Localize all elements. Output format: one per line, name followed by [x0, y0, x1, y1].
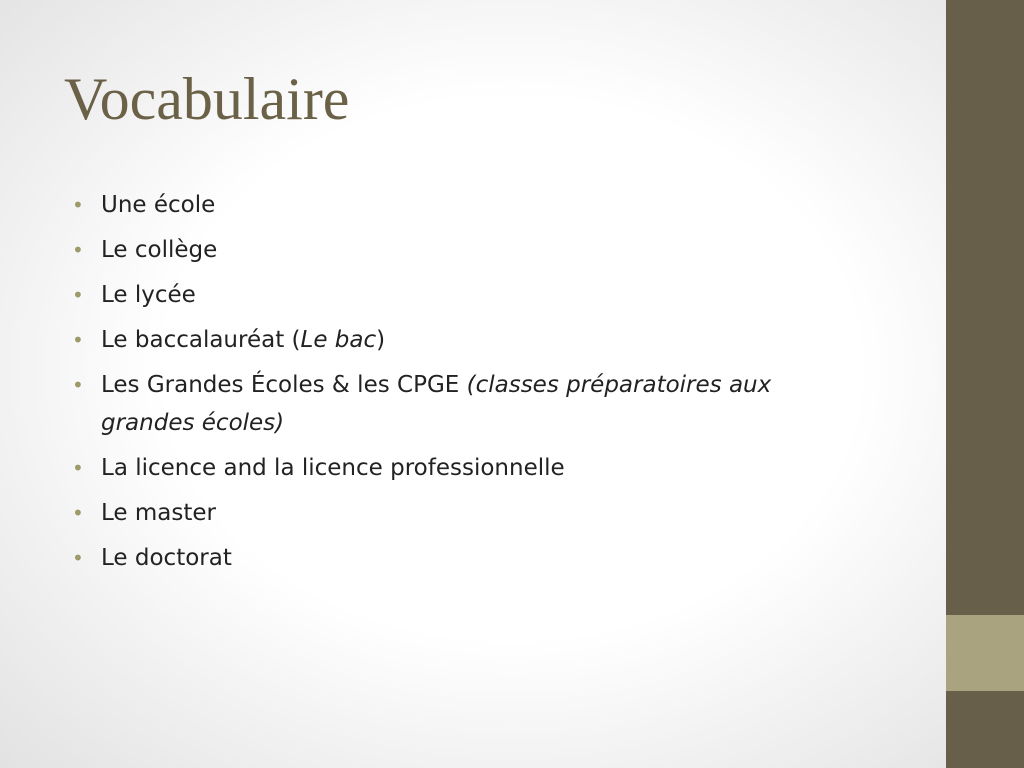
bullet-item	[72, 366, 842, 442]
bullet-item	[72, 494, 842, 532]
bullet-text: Le master	[101, 500, 216, 526]
bullet-item	[72, 186, 842, 224]
bullet-marker-icon: •	[72, 546, 84, 570]
bullet-text: Une école	[101, 192, 216, 218]
bullet-text: La licence and la licence professionnelle	[101, 455, 565, 481]
decorative-sidebar	[946, 0, 1024, 768]
bullet-text: Le collège	[101, 237, 218, 263]
bullet-item	[72, 539, 842, 577]
bullet-item	[72, 231, 842, 269]
bullet-marker-icon: •	[72, 193, 84, 217]
bullet-item	[72, 276, 842, 314]
bullet-text: Le doctorat	[101, 545, 232, 571]
bullet-text: Les Grandes Écoles & les CPGE	[101, 372, 467, 398]
bullet-marker-icon: •	[72, 328, 84, 352]
bullet-item	[72, 449, 842, 487]
bullet-item	[72, 321, 842, 359]
bullet-italic-text: (classes préparatoires aux grandes écoles)	[101, 372, 772, 436]
bullet-italic-text: Le bac	[300, 327, 377, 353]
slide-title: Vocabulaire	[64, 66, 350, 132]
bullet-marker-icon: •	[72, 373, 84, 397]
bullet-marker-icon: •	[72, 501, 84, 525]
bullet-marker-icon: •	[72, 456, 84, 480]
bullet-text: Le lycée	[101, 282, 196, 308]
bullet-text-suffix: )	[376, 327, 386, 353]
sidebar-accent-block	[946, 615, 1024, 691]
bullet-text: Le baccalauréat (	[101, 327, 301, 353]
bullet-marker-icon: •	[72, 283, 84, 307]
bullet-list	[72, 186, 842, 584]
bullet-marker-icon: •	[72, 238, 84, 262]
